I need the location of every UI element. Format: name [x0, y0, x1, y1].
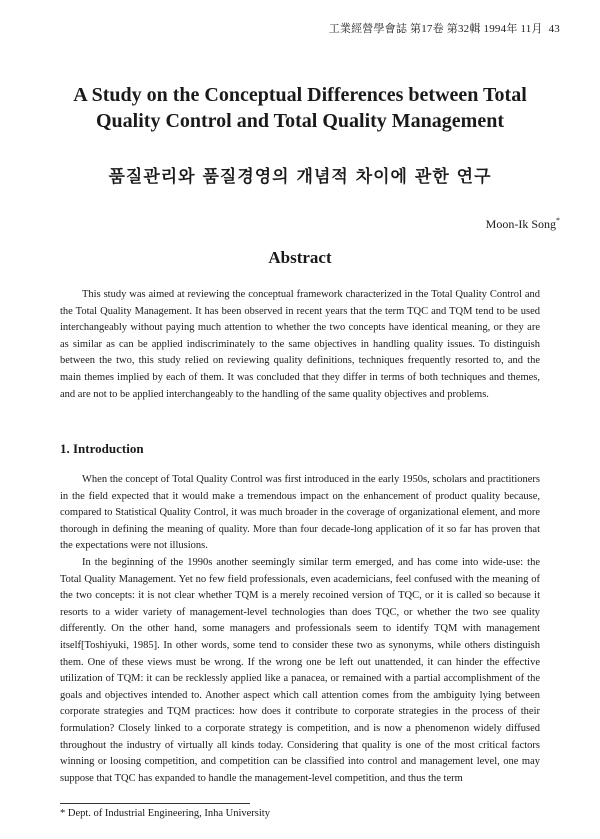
introduction-body: [60, 472, 540, 787]
introduction-paragraph: In the beginning of the 1990s another seemingly similar term emerged, and has come into wide-use: the Total Quality Management. Yet no few field professionals, even academicians, feel confused with the meaning of the two concepts: it is not clear whether TQM is a merely recoined version of TQC, or it is called so because it resorts to a wider variety of management-level technologies than does TQC, or whether the two see quality differently. On the other hand, some managers and professionals seem to identify TQM with management itself[Toshiyuki, 1985]. In other words, some tend to consider these two as synonyms, while others distinguish them. One of these views must be wrong. If the wrong one be left out unattended, it can hinder the effective utilization of TQM: it can be recklessly applied like a panacea, or remained with a partial accomplishment of the goals and objectives intended to. Another aspect which call attention comes from the ambiguity lying between corporate strategies and TQM practices: how does it contribute to corporate strategies in the process of their formulation? Closely linked to a corporate strategy is competition, and is now a phenomenon widely diffused throughout the industry of virtually all kinds today. Considering that quality is one of the most critical factors winning or loosing competition, and competition can be classified into control and management level, one may suppose that TQC has expanded to handle the management-level competition, and thus the term: [60, 556, 540, 784]
abstract-heading: Abstract: [268, 248, 332, 267]
page-number: 43: [548, 23, 560, 35]
section-heading-introduction: 1. Introduction: [60, 441, 144, 456]
author-footnote-mark: *: [556, 216, 560, 225]
author-name: Moon-Ik Song: [485, 217, 556, 231]
journal-citation: 工業經營學會誌 第17卷 第32輯 1994年 11月: [328, 23, 543, 35]
abstract-text: This study was aimed at reviewing the conceptual framework characterized in the Total Quality Control and the Total Quality Management. It has been observed in recent years that the term TQC and TQM tend to be used interchangeably without paying much attention to whether the two concepts have identical meaning, or they are as similar as can be applied indiscriminately to the same objectives in handling quality issues. To distinguish between the two, this study relied on reviewing quality definitions, techniques frequently resorted to, and the main themes implied by each of them. It was concluded that they differ in terms of both techniques and themes, and are not to be applied interchangeably to the handling of the same quality objectives and problems.: [60, 289, 540, 400]
introduction-paragraph: When the concept of Total Quality Control was first introduced in the early 1950s, scholars and practitioners in the field expected that it would make a tremendous impact on the enhancement of product quality because, compared to Statistical Quality Control, it was much broader in the coverage of organizational element, and more thorough in defining the meaning of quality. More than four decade-long application of it so far has proven that the expectations were not illusions.: [60, 474, 540, 552]
footnote-divider: [60, 803, 250, 804]
paper-title: A Study on the Conceptual Differences between Total Quality Control and Total Quality Management: [73, 84, 527, 132]
paper-title-korean: 품질관리와 품질경영의 개념적 차이에 관한 연구: [108, 167, 492, 187]
running-header: [329, 20, 560, 36]
footnote-affiliation: * Dept. of Industrial Engineering, Inha University: [60, 808, 270, 819]
author-line: [486, 216, 560, 232]
